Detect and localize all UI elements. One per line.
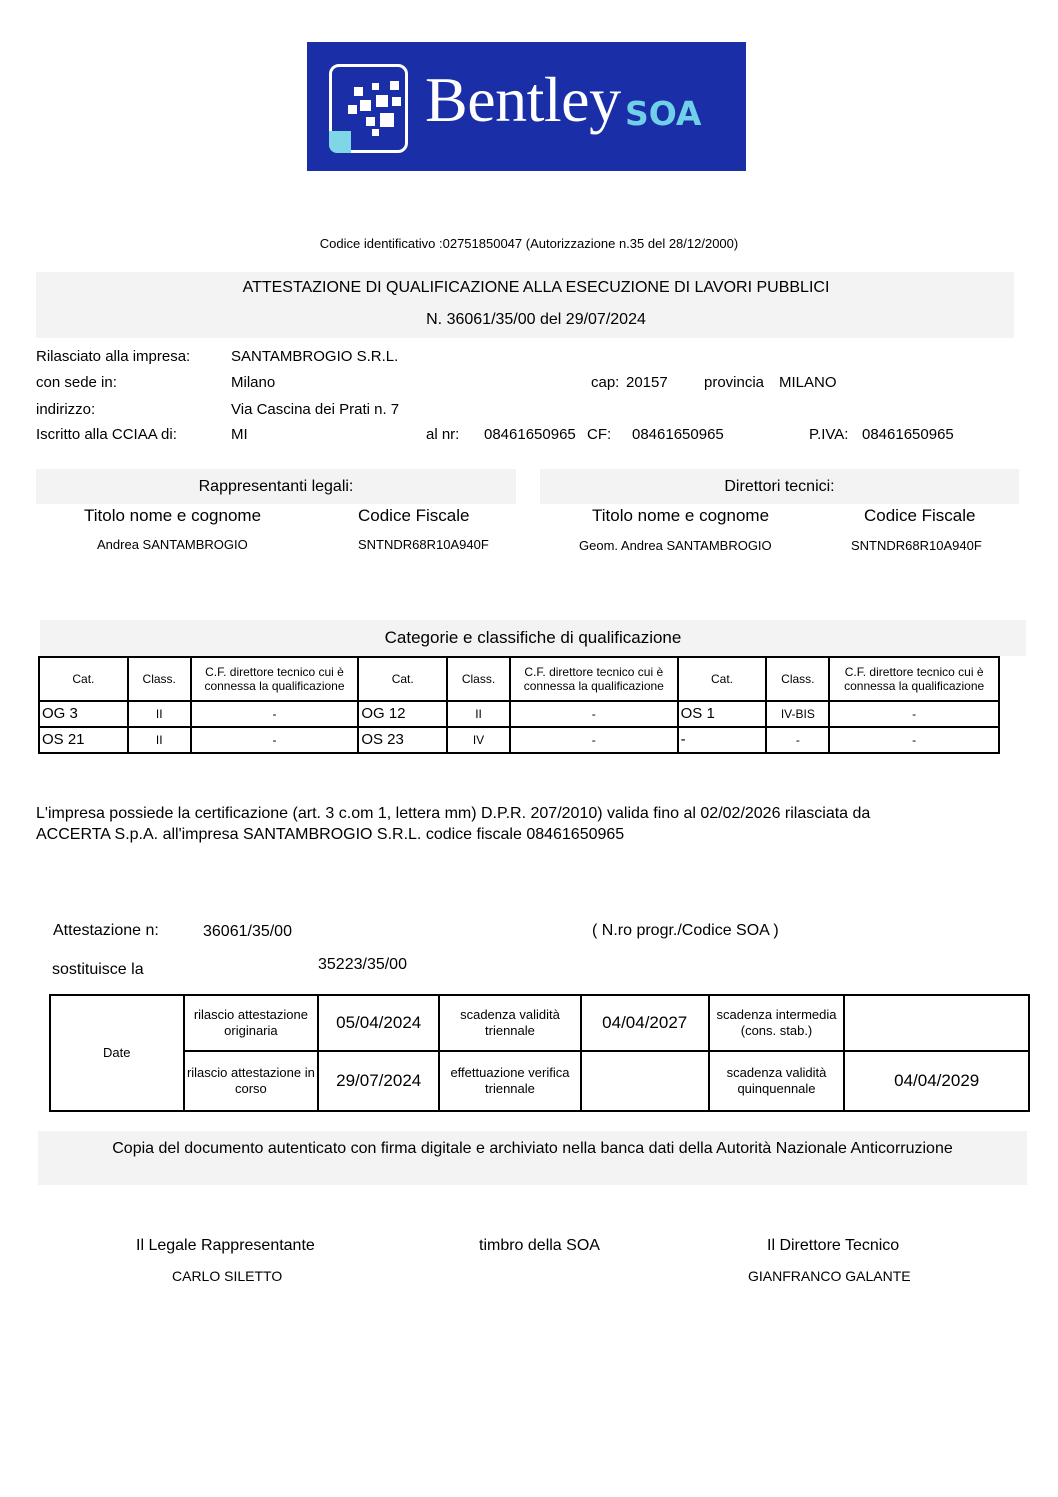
header-class: Class. <box>447 657 510 701</box>
cf-cell: - <box>191 701 359 727</box>
scadenza-intermedia-value <box>844 995 1029 1051</box>
header-class: Class. <box>128 657 191 701</box>
cf-cell: - <box>191 727 359 753</box>
indirizzo-label: indirizzo: <box>36 401 96 418</box>
legale-name: Andrea SANTAMBROGIO <box>97 537 248 552</box>
scadenza-intermedia-label: scadenza intermedia (cons. stab.) <box>709 995 845 1051</box>
rilascio-originaria-label: rilascio attestazione originaria <box>184 995 319 1051</box>
codice-identificativo: Codice identificativo :02751850047 (Autorizzazione n.35 del 28/12/2000) <box>319 236 739 251</box>
cat-cell: OG 3 <box>39 701 128 727</box>
legali-col-name: Titolo nome e cognome <box>84 506 262 525</box>
certification-line-1: L'impresa possiede la certificazione (art. 3 c.om 1, lettera mm) D.P.R. 207/2010) valida fino al 02/02/2026 rilasciata da <box>36 805 871 822</box>
cap-value: 20157 <box>626 374 668 391</box>
company-name: SANTAMBROGIO S.R.L. <box>231 348 399 365</box>
rilasciato-label: Rilasciato alla impresa: <box>36 348 191 365</box>
footer-note: Copia del documento autenticato con firma digitale e archiviato nella banca dati della Autorità Nazionale Anticorruzione <box>112 1140 953 1157</box>
class-cell: II <box>128 701 191 727</box>
cf-cell: - <box>829 727 999 753</box>
scadenza-quinquennale-value: 04/04/2029 <box>844 1051 1029 1111</box>
legale-rappresentante-name: CARLO SILETTO <box>172 1268 283 1284</box>
dates-table <box>49 994 1030 1112</box>
attestazione-value: 36061/35/00 <box>203 923 292 940</box>
logo-brand: Bentley <box>425 64 621 135</box>
cap-label: cap: <box>591 374 620 391</box>
tecnico-name: Geom. Andrea SANTAMBROGIO <box>579 538 772 553</box>
verifica-triennale-value <box>581 1051 709 1111</box>
verifica-triennale-label: effettuazione verifica triennale <box>439 1051 581 1111</box>
ccia-label: Iscritto alla CCIAA di: <box>36 426 177 443</box>
dates-label: Date <box>50 995 184 1111</box>
legale-cf: SNTNDR68R10A940F <box>358 537 489 552</box>
cf-value: 08461650965 <box>632 426 724 443</box>
company-address: Via Cascina dei Prati n. 7 <box>231 401 400 418</box>
categories-title: Categorie e classifiche di qualificazione <box>384 628 682 647</box>
scadenza-quinquennale-label: scadenza validità quinquennale <box>709 1051 845 1111</box>
sostituisce-value: 35223/35/00 <box>318 956 407 973</box>
tecnici-col-name: Titolo nome e cognome <box>592 506 770 525</box>
nr-label: al nr: <box>426 426 460 443</box>
direttore-tecnico-label: Il Direttore Tecnico <box>767 1237 900 1254</box>
cat-cell: OS 1 <box>678 701 767 727</box>
table-row <box>39 727 999 753</box>
class-cell: II <box>447 701 510 727</box>
rilascio-corso-label: rilascio attestazione in corso <box>184 1051 319 1111</box>
piva-value: 08461650965 <box>862 426 954 443</box>
categories-header-row <box>39 657 999 701</box>
categories-table <box>38 656 1000 754</box>
tecnici-col-cf: Codice Fiscale <box>864 506 976 525</box>
attestazione-note: ( N.ro progr./Codice SOA ) <box>592 922 779 939</box>
tecnici-title: Direttori tecnici: <box>724 478 835 495</box>
attestazione-label: Attestazione n: <box>53 922 159 939</box>
header-cf: C.F. direttore tecnico cui è connessa la qualificazione <box>510 657 678 701</box>
document-number: N. 36061/35/00 del 29/07/2024 <box>426 311 646 328</box>
class-cell: IV-BIS <box>766 701 829 727</box>
timbro-label: timbro della SOA <box>479 1237 600 1254</box>
bentley-soa-logo <box>307 42 746 171</box>
class-cell: - <box>766 727 829 753</box>
table-row <box>39 701 999 727</box>
header-cat: Cat. <box>358 657 447 701</box>
cf-cell: - <box>510 701 678 727</box>
cat-cell: OG 12 <box>358 701 447 727</box>
header-cf: C.F. direttore tecnico cui è connessa la qualificazione <box>829 657 999 701</box>
header-cat: Cat. <box>678 657 767 701</box>
scadenza-triennale-value: 04/04/2027 <box>581 995 709 1051</box>
header-cf: C.F. direttore tecnico cui è connessa la qualificazione <box>191 657 359 701</box>
nr-value: 08461650965 <box>484 426 576 443</box>
legale-rappresentante-label: Il Legale Rappresentante <box>136 1237 315 1254</box>
cf-cell: - <box>510 727 678 753</box>
cf-cell: - <box>829 701 999 727</box>
certification-line-2: ACCERTA S.p.A. all'impresa SANTAMBROGIO S.R.L. codice fiscale 08461650965 <box>36 826 625 843</box>
cat-cell: OS 21 <box>39 727 128 753</box>
logo-mark-icon <box>329 64 408 153</box>
legali-col-cf: Codice Fiscale <box>358 506 470 525</box>
provincia-value: MILANO <box>779 374 837 391</box>
direttore-tecnico-name: GIANFRANCO GALANTE <box>748 1268 911 1284</box>
sede-label: con sede in: <box>36 374 117 391</box>
piva-label: P.IVA: <box>809 426 849 443</box>
sostituisce-label: sostituisce la <box>52 961 144 978</box>
dates-row-1 <box>50 995 1029 1051</box>
document-title: ATTESTAZIONE DI QUALIFICAZIONE ALLA ESECUZIONE DI LAVORI PUBBLICI <box>242 279 830 296</box>
company-city: Milano <box>231 374 276 391</box>
legali-title: Rappresentanti legali: <box>198 478 354 495</box>
class-cell: II <box>128 727 191 753</box>
header-class: Class. <box>766 657 829 701</box>
cat-cell: - <box>678 727 767 753</box>
rilascio-corso-value: 29/07/2024 <box>318 1051 439 1111</box>
scadenza-triennale-label: scadenza validità triennale <box>439 995 581 1051</box>
rilascio-originaria-value: 05/04/2024 <box>318 995 439 1051</box>
cat-cell: OS 23 <box>358 727 447 753</box>
class-cell: IV <box>447 727 510 753</box>
logo-suffix: SOA <box>625 94 702 133</box>
dates-row-2 <box>50 1051 1029 1111</box>
cf-label: CF: <box>587 426 612 443</box>
header-cat: Cat. <box>39 657 128 701</box>
tecnico-cf: SNTNDR68R10A940F <box>851 538 982 553</box>
ccia-value: MI <box>231 426 248 443</box>
provincia-label: provincia <box>704 374 765 391</box>
